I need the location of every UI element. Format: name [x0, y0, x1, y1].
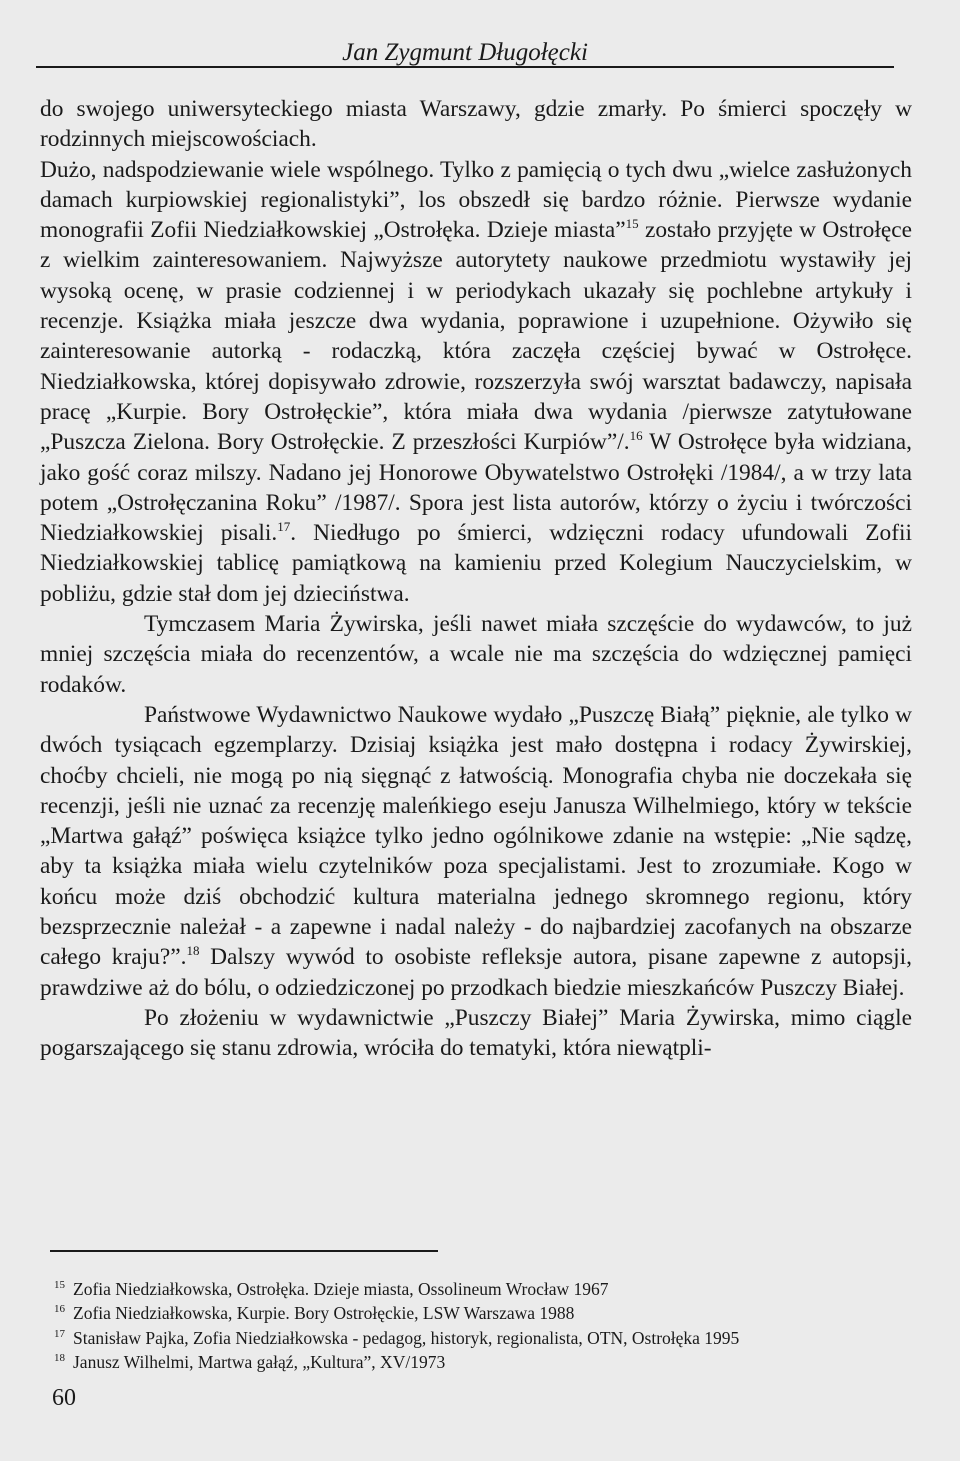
footnote-number: 16	[54, 1303, 65, 1316]
footnote-ref: 16	[629, 428, 643, 444]
paragraph-text: Tymczasem Maria Żywirska, jeśli nawet miała szczęście do wydawców, to już mniej szczęścia miała do recenzentów, a wcale nie ma szczęścia do wdzięcznej pamięci rodaków.	[40, 611, 912, 698]
paragraph-text: Dalszy wywód to osobiste refleksje autora, pisane zapewne z autopsji, prawdziwe aż do bólu, o odziedziczonej po przodkach biedzie mieszkańców Puszczy Białej.	[40, 944, 912, 1001]
paragraph	[40, 155, 912, 609]
footnote-separator	[50, 1250, 438, 1252]
paragraph-text: do swojego uniwersyteckiego miasta Warszawy, gdzie zmarły. Po śmierci spoczęły w rodzinnych miejscowościach.	[40, 96, 912, 153]
footnote-number: 15	[54, 1279, 65, 1292]
running-header: Jan Zygmunt Długołęcki	[342, 39, 588, 66]
header-rule	[36, 66, 894, 68]
paragraph-text: Po złożeniu w wydawnictwie „Puszczy Białej” Maria Żywirska, mimo ciągle pogarszającego się stanu zdrowia, wróciła do tematyki, która niewątpli-	[40, 1004, 912, 1062]
footnote-ref: 15	[625, 216, 639, 232]
footnote-ref: 18	[186, 943, 200, 959]
footnote-text: Zofia Niedziałkowska, Kurpie. Bory Ostrołęckie, LSW Warszawa 1988	[73, 1303, 575, 1324]
paragraph	[40, 700, 912, 1003]
paragraph-text: . Niedługo po śmierci, wdzięczni rodacy ufundowali Zofii Niedziałkowskiej tablicę pamiątkową na kamieniu przed Kolegium Nauczycielskim, w pobliżu, gdzie stał dom jej dzieciństwa.	[40, 520, 912, 607]
paragraph-text: Państwowe Wydawnictwo Naukowe wydało „Puszczę Białą” pięknie, ale tylko w dwóch tysiącach egzemplarzy. Dzisiaj książka jest mało dostępna i rodacy Żywirskiej, choćby chcieli, nie mogą po nią sięgnąć z łatwością. Monografia chyba nie doczekała się recenzji, jeśli nie uznać za recenzję maleńkiego eseju Janusza Wilhelmiego, który w tekście „Martwa gałąź” poświęca książce tylko jedno ogólnikowe zdanie na wstępie: „Nie sądzę, aby ta książka miała wielu czytelników poza specjalistami. Jest to zrozumiałe. Kogo w końcu może dziś obchodzić kultura materialna jednego skromnego regionu, który bezsprzecznie należał - a zapewne i nadal należy - do najbardziej zacofanych na obszarze całego kraju?”.	[40, 701, 912, 971]
footnote	[54, 1350, 914, 1374]
footnote-text: Stanisław Pajka, Zofia Niedziałkowska - pedagog, historyk, regionalista, OTN, Ostrołęka 1995	[73, 1327, 740, 1348]
paragraph-text: zostało przyjęte w Ostrołęce z wielkim zainteresowaniem. Najwyższe autorytety naukowe przedmiotu wystawiły jej wysoką ocenę, w prasie codziennej i w periodykach ukazały się pochlebne artykuły i recenzje. Książka miała jeszcze dwa wydania, poprawione i uzupełnione. Ożywiło się zainteresowanie autorką - rodaczką, która zaczęła częściej bywać w Ostrołęce. Niedziałkowska, której dopisywało zdrowie, rozszerzyła swój warsztat badawczy, napisała pracę „Kurpie. Bory Ostrołęckie”, która miała dwa wydania /pierwsze zatytułowane „Puszcza Zielona. Bory Ostrołęckie. Z przeszłości Kurpiów”/.	[40, 217, 912, 456]
paragraph-text: W Ostrołęce była widziana, jako gość coraz milszy. Nadano jej Honorowe Obywatelstwo Ostrołęki /1984/, a w trzy lata potem „Ostrołęczanina Roku” /1987/. Spora jest lista autorów, którzy o życiu i twórczości Niedziałkowskiej pisali.	[40, 429, 912, 547]
paragraph	[40, 94, 912, 155]
footnotes	[54, 1277, 914, 1374]
footnote	[54, 1301, 914, 1325]
footnote-text: Janusz Wilhelmi, Martwa gałąź, „Kultura”, XV/1973	[73, 1351, 446, 1372]
footnote-ref: 17	[277, 519, 291, 535]
paragraph	[40, 609, 912, 700]
footnote-number: 17	[54, 1327, 65, 1340]
footnote	[54, 1326, 914, 1350]
paragraph	[40, 1003, 912, 1064]
footnote-text: Zofia Niedziałkowska, Ostrołęka. Dzieje miasta, Ossolineum Wrocław 1967	[73, 1279, 609, 1299]
footnote	[54, 1277, 914, 1301]
footnote-number: 18	[54, 1352, 65, 1365]
body-text	[40, 94, 912, 1064]
page-number: 60	[52, 1385, 76, 1411]
paragraph-text: Dużo, nadspodziewanie wiele wspólnego. Tylko z pamięcią o tych dwu „wielce zasłużonych damach kurpiowskiej regionalistyki”, los obszedł się bardzo różnie. Pierwsze wydanie monografii Zofii Niedziałkowskiej „Ostrołęka. Dzieje miasta”	[40, 156, 912, 244]
